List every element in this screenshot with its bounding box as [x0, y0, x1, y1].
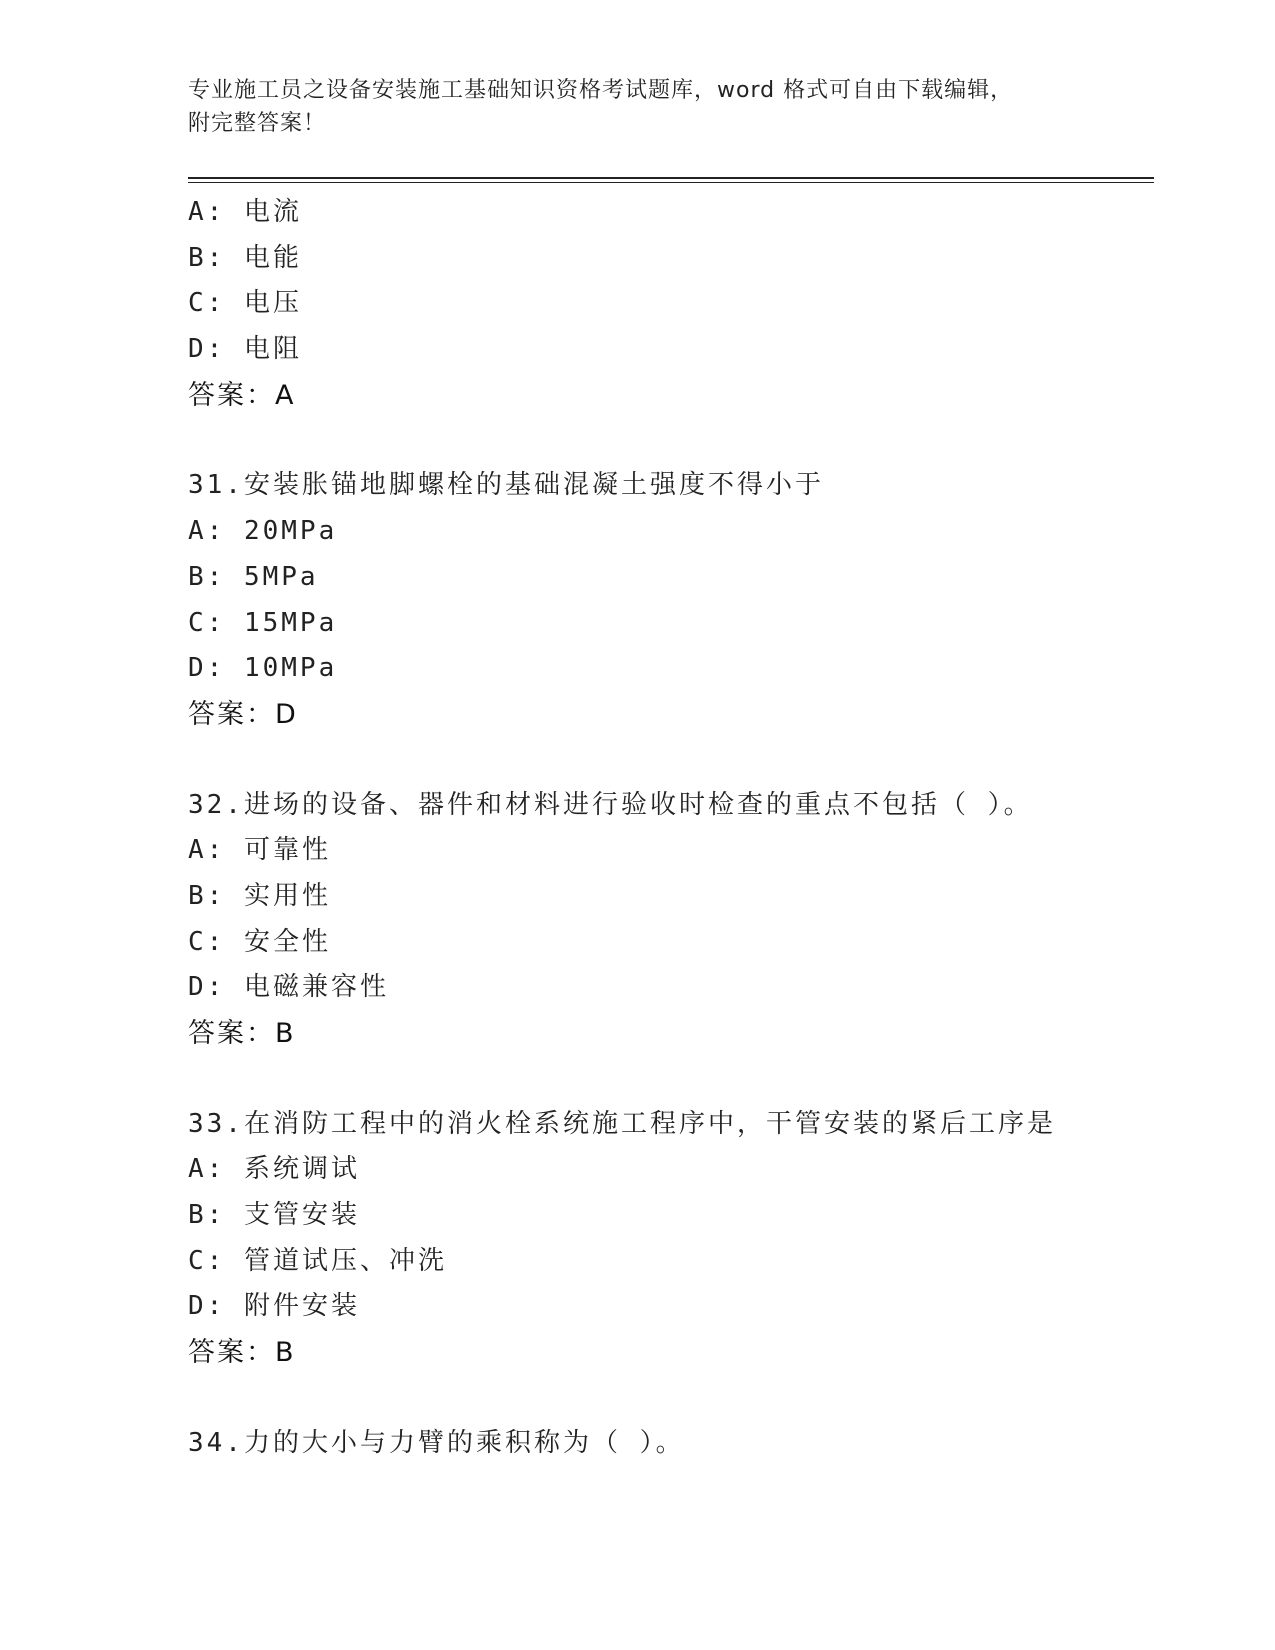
- option-c: C: 安全性: [188, 926, 331, 957]
- option-d: D: 10MPa: [188, 653, 338, 684]
- question-text: 34.力的大小与力臂的乘积称为（ ）。: [188, 1427, 685, 1458]
- answer-line: 答案：B: [188, 1337, 296, 1369]
- question-text: 32.进场的设备、器件和材料进行验收时检查的重点不包括（ ）。: [188, 789, 1033, 820]
- spacer: [188, 1376, 1154, 1421]
- option-a: A: 可靠性: [188, 835, 331, 866]
- header-rule-thick: [188, 177, 1154, 179]
- option-c: C: 15MPa: [188, 607, 338, 638]
- question-block-33: [188, 1102, 1154, 1376]
- question-block-31: [188, 463, 1154, 737]
- option-b: B: 实用性: [188, 880, 331, 911]
- question-block-30: [188, 190, 1154, 418]
- question-list: [188, 190, 1154, 1467]
- header-line-1: 专业施工员之设备安装施工基础知识资格考试题库，word 格式可自由下载编辑，: [188, 78, 1014, 103]
- answer-line: 答案：D: [188, 698, 298, 730]
- option-b: B: 5MPa: [188, 561, 319, 592]
- spacer: [188, 1057, 1154, 1102]
- option-d: D: 附件安装: [188, 1291, 360, 1322]
- document-header: [188, 74, 1088, 140]
- header-line-2: 附完整答案！: [188, 111, 327, 136]
- option-c: C: 电压: [188, 288, 302, 319]
- option-b: B: 电能: [188, 242, 302, 273]
- option-a: A: 电流: [188, 197, 302, 227]
- spacer: [188, 418, 1154, 463]
- question-block-34: [188, 1421, 1154, 1467]
- question-block-32: [188, 783, 1154, 1057]
- answer-line: 答案：B: [188, 1018, 296, 1049]
- option-d: D: 电磁兼容性: [188, 972, 389, 1003]
- spacer: [188, 738, 1154, 783]
- header-rule-thin: [188, 182, 1154, 183]
- option-b: B: 支管安装: [188, 1200, 360, 1231]
- option-a: A: 20MPa: [188, 516, 338, 547]
- option-a: A: 系统调试: [188, 1154, 360, 1185]
- option-d: D: 电阻: [188, 334, 302, 365]
- question-text: 33.在消防工程中的消火栓系统施工程序中，干管安装的紧后工序是: [188, 1108, 1056, 1139]
- option-c: C: 管道试压、冲洗: [188, 1245, 447, 1276]
- answer-line: 答案：A: [188, 379, 296, 411]
- question-text: 31.安装胀锚地脚螺栓的基础混凝土强度不得小于: [188, 470, 824, 501]
